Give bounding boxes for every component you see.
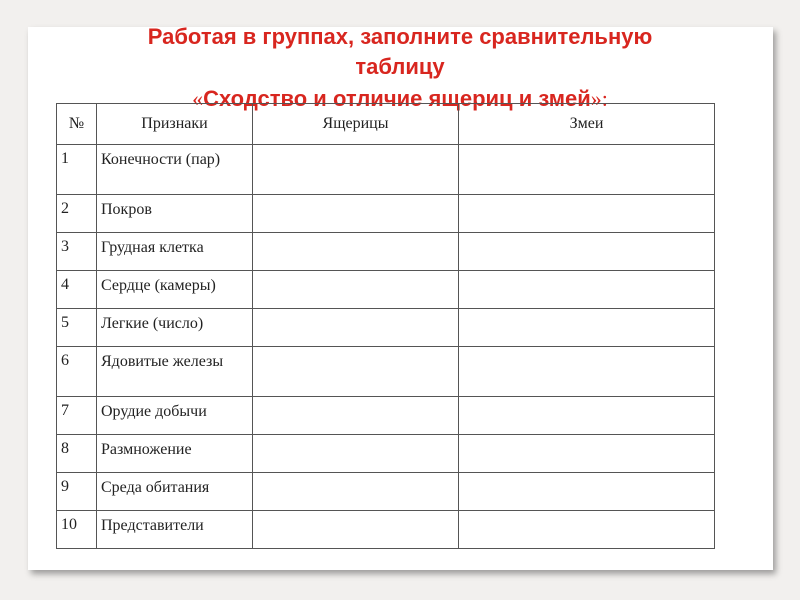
row-feature: Ядовитые железы <box>97 347 253 397</box>
cell-lizards[interactable] <box>253 271 459 309</box>
comparison-table <box>56 103 715 549</box>
row-number: 8 <box>57 435 97 473</box>
cell-snakes[interactable] <box>459 347 715 397</box>
table-row <box>57 397 715 435</box>
title-line-2: таблицу <box>355 54 445 79</box>
row-number: 7 <box>57 397 97 435</box>
cell-snakes[interactable] <box>459 145 715 195</box>
table-row <box>57 473 715 511</box>
row-feature: Конечности (пар) <box>97 145 253 195</box>
cell-snakes[interactable] <box>459 435 715 473</box>
row-number: 2 <box>57 195 97 233</box>
cell-lizards[interactable] <box>253 195 459 233</box>
cell-snakes[interactable] <box>459 511 715 549</box>
row-feature: Грудная клетка <box>97 233 253 271</box>
row-number: 3 <box>57 233 97 271</box>
row-number: 9 <box>57 473 97 511</box>
quote-close: »: <box>590 86 608 111</box>
table-row <box>57 271 715 309</box>
row-feature: Орудие добычи <box>97 397 253 435</box>
cell-snakes[interactable] <box>459 271 715 309</box>
header-number: № <box>57 104 97 145</box>
table-row <box>57 195 715 233</box>
table-row <box>57 347 715 397</box>
cell-lizards[interactable] <box>253 435 459 473</box>
table-row <box>57 233 715 271</box>
header-feature: Признаки <box>97 104 253 145</box>
title-quoted-text: Сходство и отличие ящериц и змей <box>203 86 591 111</box>
cell-lizards[interactable] <box>253 511 459 549</box>
header-snakes: Змеи <box>459 104 715 145</box>
header-lizards: Ящерицы <box>253 104 459 145</box>
row-feature: Представители <box>97 511 253 549</box>
cell-snakes[interactable] <box>459 473 715 511</box>
table-row <box>57 145 715 195</box>
cell-lizards[interactable] <box>253 347 459 397</box>
table-row <box>57 435 715 473</box>
row-number: 5 <box>57 309 97 347</box>
cell-lizards[interactable] <box>253 145 459 195</box>
quote-open: « <box>192 86 204 111</box>
row-number: 10 <box>57 511 97 549</box>
cell-lizards[interactable] <box>253 473 459 511</box>
cell-snakes[interactable] <box>459 397 715 435</box>
row-number: 4 <box>57 271 97 309</box>
row-number: 1 <box>57 145 97 195</box>
row-number: 6 <box>57 347 97 397</box>
cell-snakes[interactable] <box>459 195 715 233</box>
row-feature: Среда обитания <box>97 473 253 511</box>
row-feature: Размножение <box>97 435 253 473</box>
row-feature: Покров <box>97 195 253 233</box>
cell-snakes[interactable] <box>459 309 715 347</box>
table-row <box>57 511 715 549</box>
cell-lizards[interactable] <box>253 397 459 435</box>
title-line-1: Работая в группах, заполните сравнительную <box>147 24 653 49</box>
cell-snakes[interactable] <box>459 233 715 271</box>
cell-lizards[interactable] <box>253 233 459 271</box>
table-row <box>57 309 715 347</box>
row-feature: Сердце (камеры) <box>97 271 253 309</box>
cell-lizards[interactable] <box>253 309 459 347</box>
row-feature: Легкие (число) <box>97 309 253 347</box>
